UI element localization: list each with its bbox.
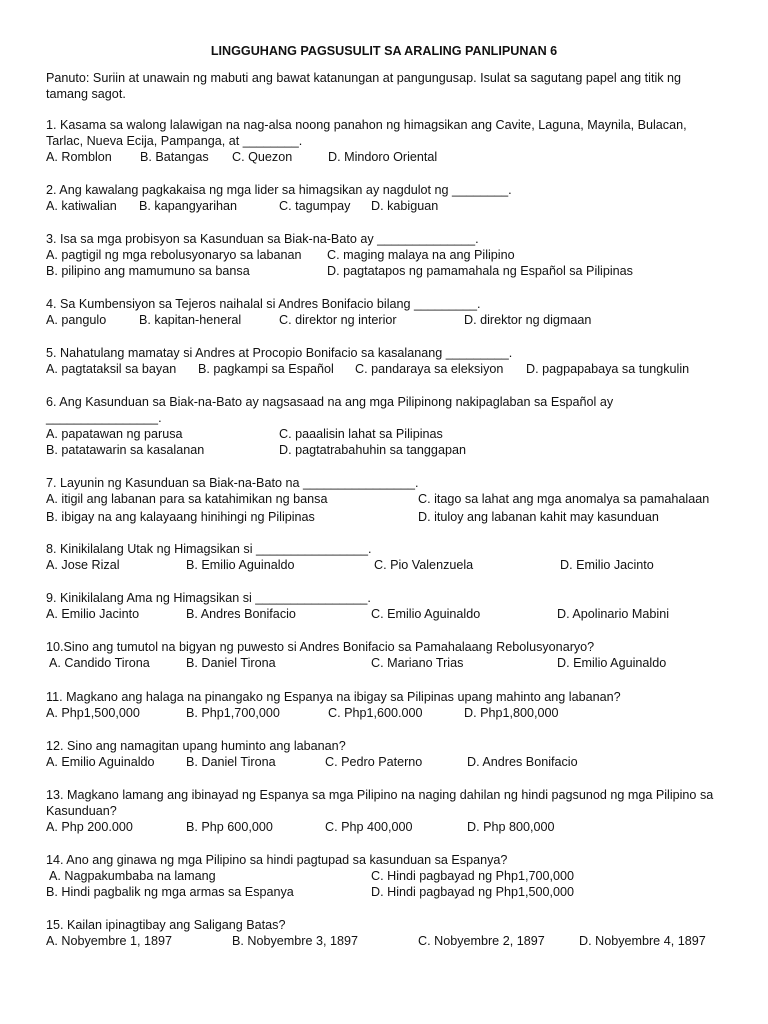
instructions: Panuto: Suriin at unawain ng mabuti ang bawat katanungan at pangungusap. Isulat sa sagutang papel ang titik ng tamang sagot. [46, 71, 682, 101]
option-b: B. Daniel Tirona [186, 755, 276, 769]
question-text: 14. Ano ang ginawa ng mga Pilipino sa hindi pagtupad sa kasunduan sa Espanya? [46, 853, 508, 867]
option-d: D. Php 800,000 [467, 820, 555, 834]
option-c: C. Mariano Trias [371, 656, 464, 670]
question-text: 13. Magkano lamang ang ibinayad ng Espanya sa mga Pilipino na naging dahilan ng hindi pagsunod ng mga Pilipino sa Kasunduan? [46, 788, 714, 818]
option-d: D. direktor ng digmaan [464, 313, 592, 327]
option-b: B. Batangas [140, 150, 209, 164]
option-b: B. pagkampi sa Español [198, 362, 334, 376]
option-b: B. ibigay na ang kalayaang hinihingi ng Pilipinas [46, 510, 315, 524]
option-c: C. Nobyembre 2, 1897 [418, 934, 545, 948]
option-a: A. pagtataksil sa bayan [46, 362, 177, 376]
option-a: A. pangulo [46, 313, 107, 327]
question-9 [46, 590, 736, 622]
option-c: C. Pio Valenzuela [374, 558, 474, 572]
option-d: D. pagtatrabahuhin sa tanggapan [279, 443, 466, 457]
option-c: C. Quezon [232, 150, 293, 164]
option-d: D. Mindoro Oriental [328, 150, 438, 164]
option-a: A. Candido Tirona [49, 656, 150, 670]
option-c: C. Pedro Paterno [325, 755, 423, 769]
option-a: A. Emilio Aguinaldo [46, 755, 155, 769]
option-a: A. papatawan ng parusa [46, 427, 183, 441]
option-d: D. Apolinario Mabini [557, 607, 670, 621]
question-6 [46, 394, 736, 458]
option-d: D. Andres Bonifacio [467, 755, 578, 769]
question-1 [46, 117, 736, 165]
option-d: D. Emilio Aguinaldo [557, 656, 667, 670]
option-d: D. Hindi pagbayad ng Php1,500,000 [371, 885, 575, 899]
option-b: B. kapitan-heneral [139, 313, 242, 327]
question-text: 12. Sino ang namagitan upang huminto ang labanan? [46, 739, 346, 753]
option-a: A. Nagpakumbaba na lamang [49, 869, 216, 883]
option-c: C. Php 400,000 [325, 820, 413, 834]
question-4 [46, 296, 736, 328]
question-text: 1. Kasama sa walong lalawigan na nag-alsa noong panahon ng himagsikan ang Cavite, Laguna, Maynila, Bulacan, Tarlac, Nueva Ecija, Pampanga, at ________. [46, 118, 687, 148]
option-b: B. patatawarin sa kasalanan [46, 443, 205, 457]
option-d: D. Emilio Jacinto [560, 558, 654, 572]
option-b: B. Daniel Tirona [186, 656, 276, 670]
option-b: B. Andres Bonifacio [186, 607, 296, 621]
question-text: 11. Magkano ang halaga na pinangako ng Espanya na ibigay sa Pilipinas upang mahinto ang labanan? [46, 690, 621, 704]
option-d: D. Php1,800,000 [464, 706, 559, 720]
option-c: C. pandaraya sa eleksiyon [355, 362, 504, 376]
question-2 [46, 182, 736, 214]
option-d: D. kabiguan [371, 199, 439, 213]
option-c: C. maging malaya na ang Pilipino [327, 248, 515, 262]
question-10 [46, 639, 736, 671]
page-title: LINGGUHANG PAGSUSULIT SA ARALING PANLIPUNAN 6 [210, 44, 558, 58]
option-b: B. Emilio Aguinaldo [186, 558, 295, 572]
option-a: A. Php1,500,000 [46, 706, 140, 720]
option-b: B. kapangyarihan [139, 199, 238, 213]
option-c: C. paaalisin lahat sa Pilipinas [279, 427, 443, 441]
question-text: 10.Sino ang tumutol na bigyan ng puwesto si Andres Bonifacio sa Pamahalaang Rebolusyonaryo? [46, 640, 595, 654]
option-c: C. itago sa lahat ang mga anomalya sa pamahalaan [418, 492, 710, 506]
option-b: B. Php1,700,000 [186, 706, 280, 720]
question-text: 2. Ang kawalang pagkakaisa ng mga lider sa himagsikan ay nagdulot ng ________. [46, 183, 512, 197]
option-d: D. pagtatapos ng pamamahala ng Español sa Pilipinas [327, 264, 633, 278]
question-text: 4. Sa Kumbensiyon sa Tejeros naihalal si Andres Bonifacio bilang _________. [46, 297, 481, 311]
question-text: 7. Layunin ng Kasunduan sa Biak-na-Bato na ________________. [46, 476, 419, 490]
option-a: A. itigil ang labanan para sa katahimikan ng bansa [46, 492, 328, 506]
question-13 [46, 787, 736, 835]
question-text: 9. Kinikilalang Ama ng Himagsikan si ________________. [46, 591, 371, 605]
question-7 [46, 475, 736, 525]
option-c: C. Emilio Aguinaldo [371, 607, 481, 621]
question-11 [46, 689, 736, 721]
option-c: C. direktor ng interior [279, 313, 397, 327]
question-text: 15. Kailan ipinagtibay ang Saligang Batas? [46, 918, 286, 932]
option-c: C. tagumpay [279, 199, 351, 213]
option-a: A. pagtigil ng mga rebolusyonaryo sa labanan [46, 248, 302, 262]
option-d: D. pagpapabaya sa tungkulin [526, 362, 690, 376]
option-b: B. Php 600,000 [186, 820, 273, 834]
question-text: 8. Kinikilalang Utak ng Himagsikan si ________________. [46, 542, 372, 556]
option-a: A. Php 200.000 [46, 820, 133, 834]
question-12 [46, 738, 736, 770]
option-b: B. pilipino ang mamumuno sa bansa [46, 264, 250, 278]
question-14 [46, 852, 736, 900]
question-text: 5. Nahatulang mamatay si Andres at Procopio Bonifacio sa kasalanang _________. [46, 346, 513, 360]
option-c: C. Php1,600.000 [328, 706, 423, 720]
option-a: A. Nobyembre 1, 1897 [46, 934, 173, 948]
question-3 [46, 231, 736, 279]
question-5 [46, 345, 736, 377]
option-c: C. Hindi pagbayad ng Php1,700,000 [371, 869, 575, 883]
option-a: A. katiwalian [46, 199, 117, 213]
question-8 [46, 541, 736, 573]
option-a: A. Jose Rizal [46, 558, 120, 572]
question-text: 3. Isa sa mga probisyon sa Kasunduan sa Biak-na-Bato ay ______________. [46, 232, 479, 246]
option-a: A. Romblon [46, 150, 112, 164]
option-d: D. ituloy ang labanan kahit may kasunduan [418, 510, 659, 524]
option-d: D. Nobyembre 4, 1897 [579, 934, 706, 948]
option-b: B. Hindi pagbalik ng mga armas sa Espanya [46, 885, 294, 899]
option-a: A. Emilio Jacinto [46, 607, 140, 621]
option-b: B. Nobyembre 3, 1897 [232, 934, 359, 948]
question-text: 6. Ang Kasunduan sa Biak-na-Bato ay nagsasaad na ang mga Pilipinong nakipaglaban sa Español ay ________________. [46, 395, 614, 425]
question-15 [46, 917, 736, 949]
